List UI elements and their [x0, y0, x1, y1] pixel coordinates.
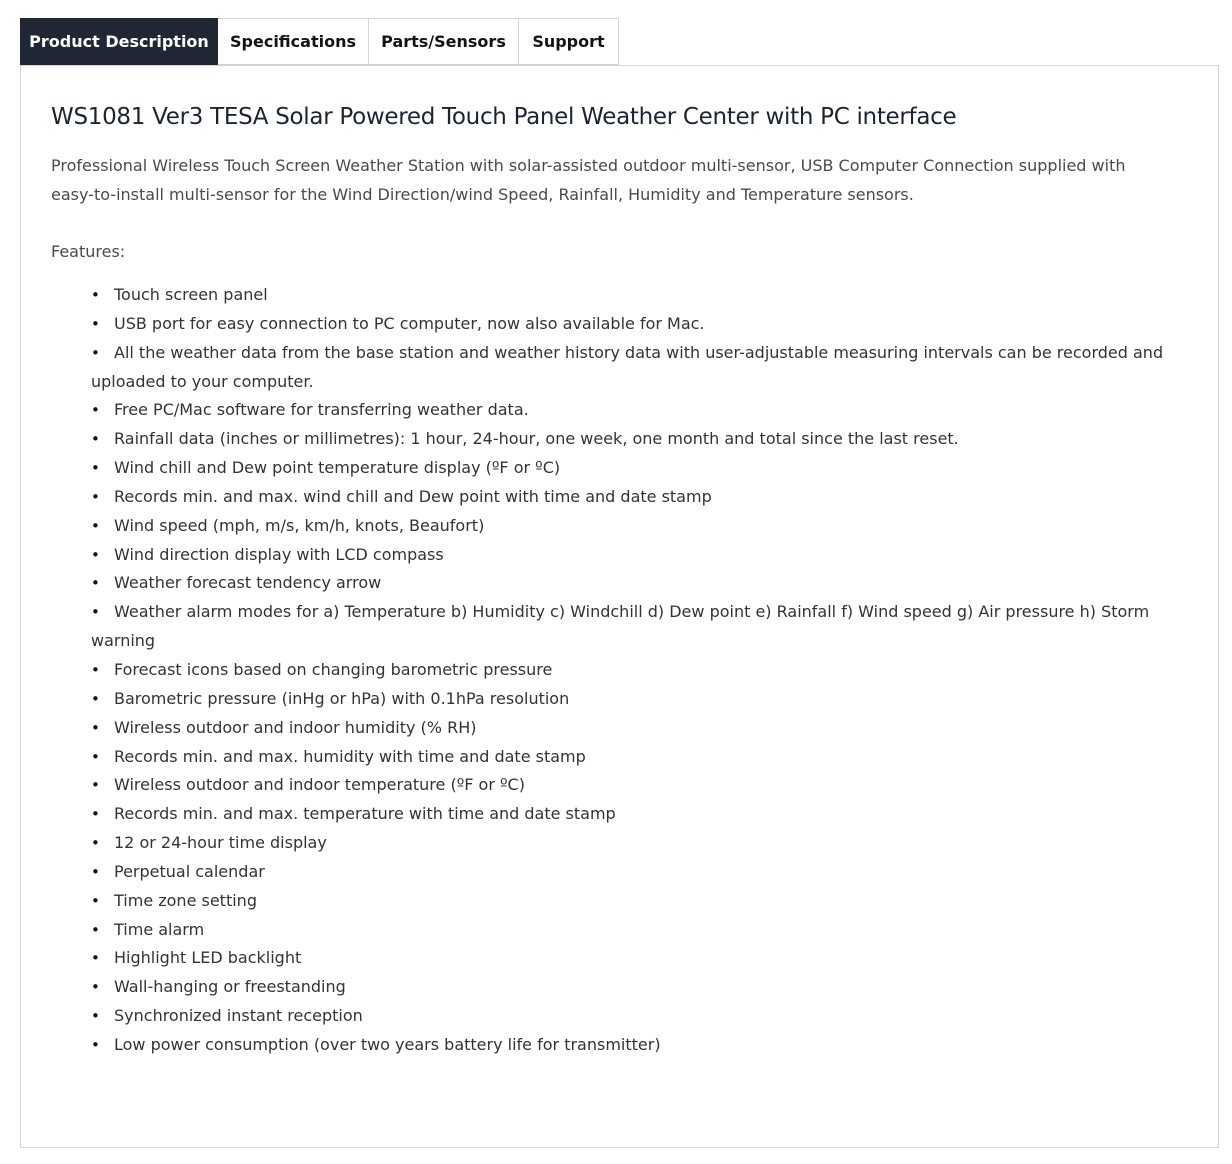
bullet-icon: • — [91, 401, 100, 420]
feature-text: Free PC/Mac software for transferring weather data. — [114, 400, 529, 420]
feature-item — [91, 339, 1181, 397]
bullet-icon: • — [91, 805, 100, 824]
bullet-icon: • — [91, 314, 100, 333]
feature-text: Wind speed (mph, m/s, km/h, knots, Beaufort) — [114, 515, 485, 535]
bullet-icon: • — [91, 1035, 100, 1054]
bullet-icon: • — [91, 1007, 100, 1026]
feature-text: Wind direction display with LCD compass — [114, 544, 444, 564]
bullet-icon: • — [91, 834, 100, 853]
bullet-icon: • — [91, 545, 100, 564]
features-list — [91, 281, 1181, 1060]
bullet-icon: • — [91, 862, 100, 881]
feature-text: Wireless outdoor and indoor humidity (% RH) — [114, 717, 477, 737]
feature-item — [91, 743, 1181, 772]
bullet-icon: • — [91, 459, 100, 478]
feature-item — [91, 598, 1181, 656]
product-description-panel — [20, 65, 1219, 1148]
feature-item — [91, 396, 1181, 425]
bullet-icon: • — [91, 516, 100, 535]
feature-text: Records min. and max. wind chill and Dew point with time and date stamp — [114, 486, 712, 506]
feature-text: Forecast icons based on changing barometric pressure — [114, 659, 553, 679]
feature-item — [91, 829, 1181, 858]
feature-item — [91, 685, 1181, 714]
tab-product-description[interactable]: Product Description — [20, 18, 218, 65]
feature-item — [91, 281, 1181, 310]
feature-item — [91, 944, 1181, 973]
feature-item — [91, 973, 1181, 1002]
tab-bar — [20, 18, 619, 66]
tab-parts-sensors[interactable]: Parts/Sensors — [369, 18, 519, 65]
feature-item — [91, 483, 1181, 512]
feature-item — [91, 771, 1181, 800]
feature-item — [91, 512, 1181, 541]
feature-text: USB port for easy connection to PC computer, now also available for Mac. — [114, 313, 705, 333]
feature-text: Synchronized instant reception — [114, 1006, 363, 1026]
bullet-icon: • — [91, 660, 100, 679]
feature-text: 12 or 24-hour time display — [114, 833, 327, 853]
bullet-icon: • — [91, 718, 100, 737]
feature-text: Weather alarm modes for a) Temperature b) Humidity c) Windchill d) Dew point e) Rainfall f) Wind speed g) Air pressure h) Storm warning — [91, 602, 1150, 651]
feature-text: Wall-hanging or freestanding — [114, 977, 346, 997]
feature-text: Wind chill and Dew point temperature display (ºF or ºC) — [114, 458, 561, 478]
feature-item — [91, 1002, 1181, 1031]
bullet-icon: • — [91, 487, 100, 506]
feature-item — [91, 916, 1181, 945]
feature-item — [91, 714, 1181, 743]
feature-text: Time zone setting — [114, 890, 257, 910]
bullet-icon: • — [91, 776, 100, 795]
bullet-icon: • — [91, 949, 100, 968]
feature-text: Records min. and max. humidity with time and date stamp — [114, 746, 586, 766]
feature-text: Touch screen panel — [114, 285, 268, 304]
product-title: WS1081 Ver3 TESA Solar Powered Touch Panel Weather Center with PC interface — [51, 104, 957, 130]
bullet-icon: • — [91, 978, 100, 997]
bullet-icon: • — [91, 286, 100, 304]
feature-item — [91, 541, 1181, 570]
bullet-icon: • — [91, 603, 100, 622]
feature-text: Highlight LED backlight — [114, 948, 302, 968]
feature-item — [91, 858, 1181, 887]
product-intro: Professional Wireless Touch Screen Weather Station with solar-assisted outdoor multi-sensor, USB Computer Connection supplied with easy-to-install multi-sensor for the Wind Direction/wind Speed, Rainfall, Humidity and Temperature sensors. — [51, 156, 1126, 204]
feature-text: Barometric pressure (inHg or hPa) with 0.1hPa resolution — [114, 688, 570, 708]
tab-support[interactable]: Support — [519, 18, 619, 65]
feature-item — [91, 800, 1181, 829]
feature-text: Low power consumption (over two years battery life for transmitter) — [114, 1034, 661, 1054]
bullet-icon: • — [91, 343, 100, 362]
feature-text: Time alarm — [114, 919, 205, 939]
feature-text: Records min. and max. temperature with time and date stamp — [114, 804, 616, 824]
feature-text: Weather forecast tendency arrow — [114, 573, 382, 593]
bullet-icon: • — [91, 920, 100, 939]
features-heading: Features: — [51, 242, 126, 261]
bullet-icon: • — [91, 430, 100, 449]
feature-text: Wireless outdoor and indoor temperature (ºF or ºC) — [114, 775, 525, 795]
feature-text: All the weather data from the base station and weather history data with user-adjustable measuring intervals can be recorded and uploaded to your computer. — [91, 342, 1164, 391]
feature-item — [91, 310, 1181, 339]
bullet-icon: • — [91, 689, 100, 708]
bullet-icon: • — [91, 747, 100, 766]
feature-text: Rainfall data (inches or millimetres): 1 hour, 24-hour, one week, one month and total since the last reset. — [114, 429, 959, 449]
feature-text: Perpetual calendar — [114, 861, 265, 881]
feature-item — [91, 454, 1181, 483]
bullet-icon: • — [91, 891, 100, 910]
feature-item — [91, 656, 1181, 685]
feature-item — [91, 1031, 1181, 1060]
bullet-icon: • — [91, 574, 100, 593]
feature-item — [91, 887, 1181, 916]
feature-item — [91, 569, 1181, 598]
feature-item — [91, 425, 1181, 454]
tab-specifications[interactable]: Specifications — [218, 18, 369, 65]
